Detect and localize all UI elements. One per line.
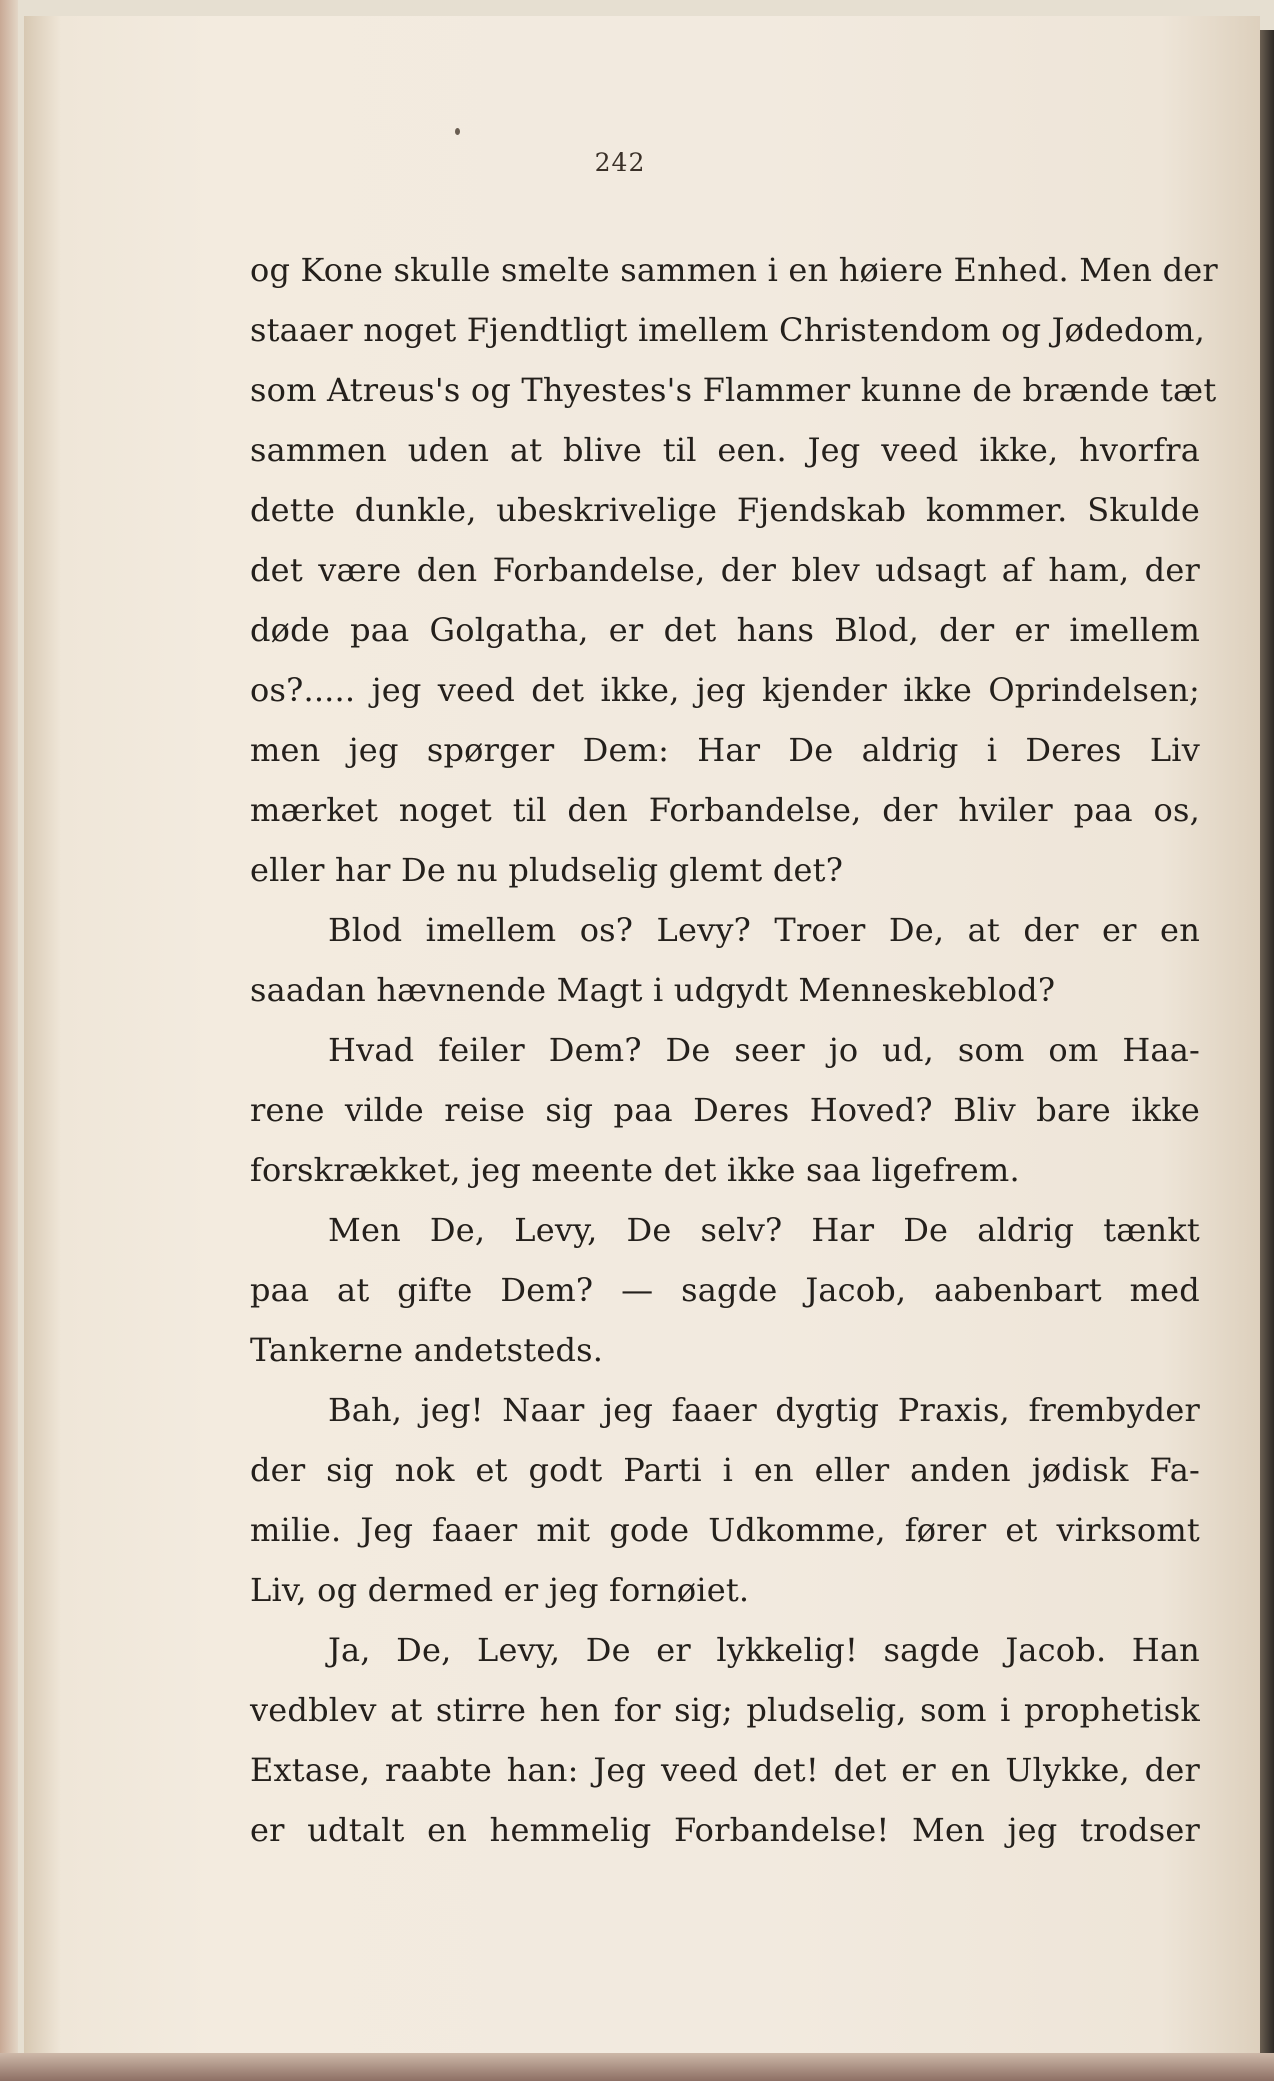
text-line: milie. Jeg faaer mit gode Udkomme, fører et virksomt	[250, 1511, 1200, 1549]
text-line: rene vilde reise sig paa Deres Hoved? Bliv bare ikke	[250, 1091, 1200, 1129]
text-line: og Kone skulle smelte sammen i en høiere Enhed. Men der	[250, 251, 1218, 289]
text-line: er udtalt en hemmelig Forbandelse! Men jeg trodser	[250, 1811, 1200, 1849]
text-line: forskrækket, jeg meente det ikke saa ligefrem.	[250, 1151, 1020, 1189]
text-line: Hvad feiler Dem? De seer jo ud, som om Haa-	[328, 1031, 1200, 1069]
text-line: Tankerne andetsteds.	[250, 1331, 604, 1369]
text-line: sammen uden at blive til een. Jeg veed ikke, hvorfra	[250, 431, 1200, 469]
text-line: eller har De nu pludselig glemt det?	[250, 851, 844, 889]
text-line: paa at gifte Dem? — sagde Jacob, aabenbart med	[250, 1271, 1200, 1309]
text-line: dette dunkle, ubeskrivelige Fjendskab kommer. Skulde	[250, 491, 1200, 529]
text-line: saadan hævnende Magt i udgydt Menneskeblod?	[250, 971, 1056, 1009]
text-line: Blod imellem os? Levy? Troer De, at der er en	[328, 911, 1200, 949]
page-bottom-edge	[0, 2053, 1274, 2081]
ink-speck	[455, 128, 460, 135]
text-line: Ja, De, Levy, De er lykkelig! sagde Jacob. Han	[328, 1631, 1200, 1669]
book-binding-edge	[1260, 30, 1274, 2081]
text-line: som Atreus's og Thyestes's Flammer kunne de brænde tæt	[250, 371, 1217, 409]
text-line: det være den Forbandelse, der blev udsagt af ham, der	[250, 551, 1200, 589]
text-line: der sig nok et godt Parti i en eller anden jødisk Fa-	[250, 1451, 1200, 1489]
text-line: vedblev at stirre hen for sig; pludselig, som i prophetisk	[250, 1691, 1200, 1729]
text-line: staaer noget Fjendtligt imellem Christendom og Jødedom,	[250, 311, 1206, 349]
page-number: 242	[594, 148, 646, 177]
text-line: Extase, raabte han: Jeg veed det! det er en Ulykke, der	[250, 1751, 1200, 1789]
text-line: døde paa Golgatha, er det hans Blod, der er imellem	[250, 611, 1200, 649]
text-line: Liv, og dermed er jeg fornøiet.	[250, 1571, 750, 1609]
text-line: men jeg spørger Dem: Har De aldrig i Deres Liv	[250, 731, 1200, 769]
body-text	[250, 240, 1218, 1860]
text-line: mærket noget til den Forbandelse, der hviler paa os,	[250, 791, 1200, 829]
text-line: Men De, Levy, De selv? Har De aldrig tænkt	[328, 1211, 1200, 1249]
text-line: Bah, jeg! Naar jeg faaer dygtig Praxis, frembyder	[328, 1391, 1200, 1429]
text-line: os?..... jeg veed det ikke, jeg kjender ikke Oprindelsen;	[250, 671, 1200, 709]
page-left-edge	[0, 0, 18, 2081]
